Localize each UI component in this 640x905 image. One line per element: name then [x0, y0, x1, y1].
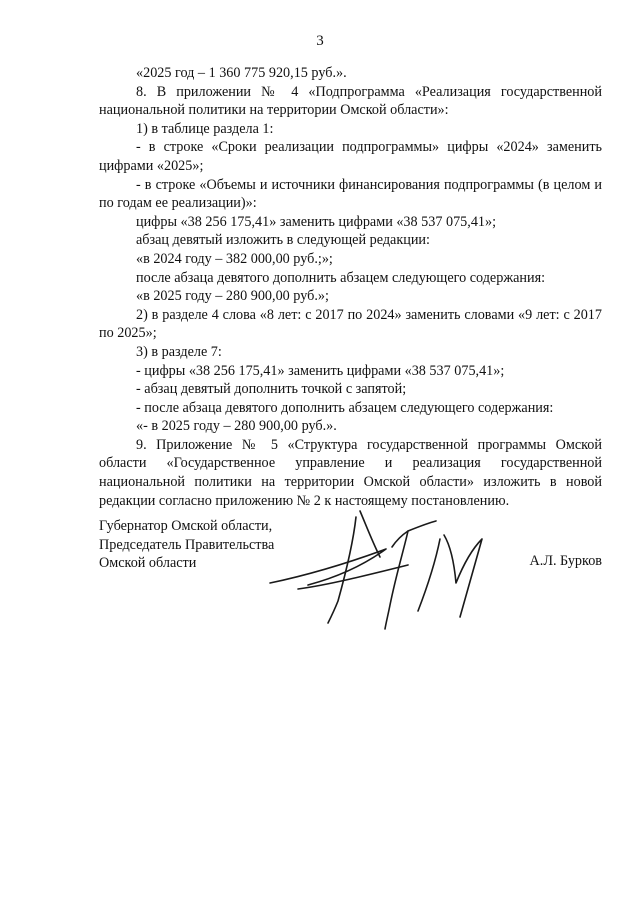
paragraph: после абзаца девятого дополнить абзацем следующего содержания: — [136, 269, 546, 286]
signatory-name: А.Л. Бурков — [529, 553, 602, 569]
page-number: 3 — [316, 33, 324, 49]
paragraph: «2025 год – 1 360 775 920,15 руб.». — [136, 65, 347, 81]
paragraph: «- в 2025 году – 280 900,00 руб.». — [136, 418, 337, 435]
paragraph: цифры «38 256 175,41» заменить цифрами «38 537 075,41»; — [136, 213, 497, 230]
paragraph: «в 2024 году – 382 000,00 руб.;»; — [136, 250, 333, 267]
paragraph: 3) в разделе 7: — [136, 343, 222, 360]
paragraph: - в строке «Объемы и источники финансирования подпрограммы (в целом и по годам ее реализации)»: — [99, 176, 602, 212]
paragraph: - после абзаца девятого дополнить абзацем следующего содержания: — [136, 399, 554, 416]
signatory-title-line: Председатель Правительства — [99, 536, 275, 553]
paragraph: 9. Приложение № 5 «Структура государственной программы Омской области «Государственное управление и реализация государственной национальной политики на территории Омской области» изложить в новой редакции согласно приложению № 2 к настоящему постановлению. — [99, 436, 602, 509]
paragraph: 8. В приложении № 4 «Подпрограмма «Реализация государственной национальной политики на территории Омской области»: — [99, 83, 602, 119]
paragraph: - абзац девятый дополнить точкой с запятой; — [136, 381, 407, 398]
signatory-title-line: Губернатор Омской области, — [99, 518, 273, 534]
paragraph: 1) в таблице раздела 1: — [136, 120, 274, 137]
paragraph: - цифры «38 256 175,41» заменить цифрами «38 537 075,41»; — [136, 362, 505, 379]
paragraph: - в строке «Сроки реализации подпрограммы» цифры «2024» заменить цифрами «2025»; — [99, 139, 602, 174]
paragraph: абзац девятый изложить в следующей редакции: — [136, 232, 430, 249]
paragraph: «в 2025 году – 280 900,00 руб.»; — [136, 288, 329, 305]
handwritten-signature — [268, 505, 498, 635]
signatory-title — [99, 517, 274, 573]
signatory-title-line: Омской области — [99, 555, 197, 572]
paragraph: 2) в разделе 4 слова «8 лет: с 2017 по 2024» заменить словами «9 лет: с 2017 по 2025»; — [99, 306, 602, 342]
document-body — [99, 64, 602, 510]
